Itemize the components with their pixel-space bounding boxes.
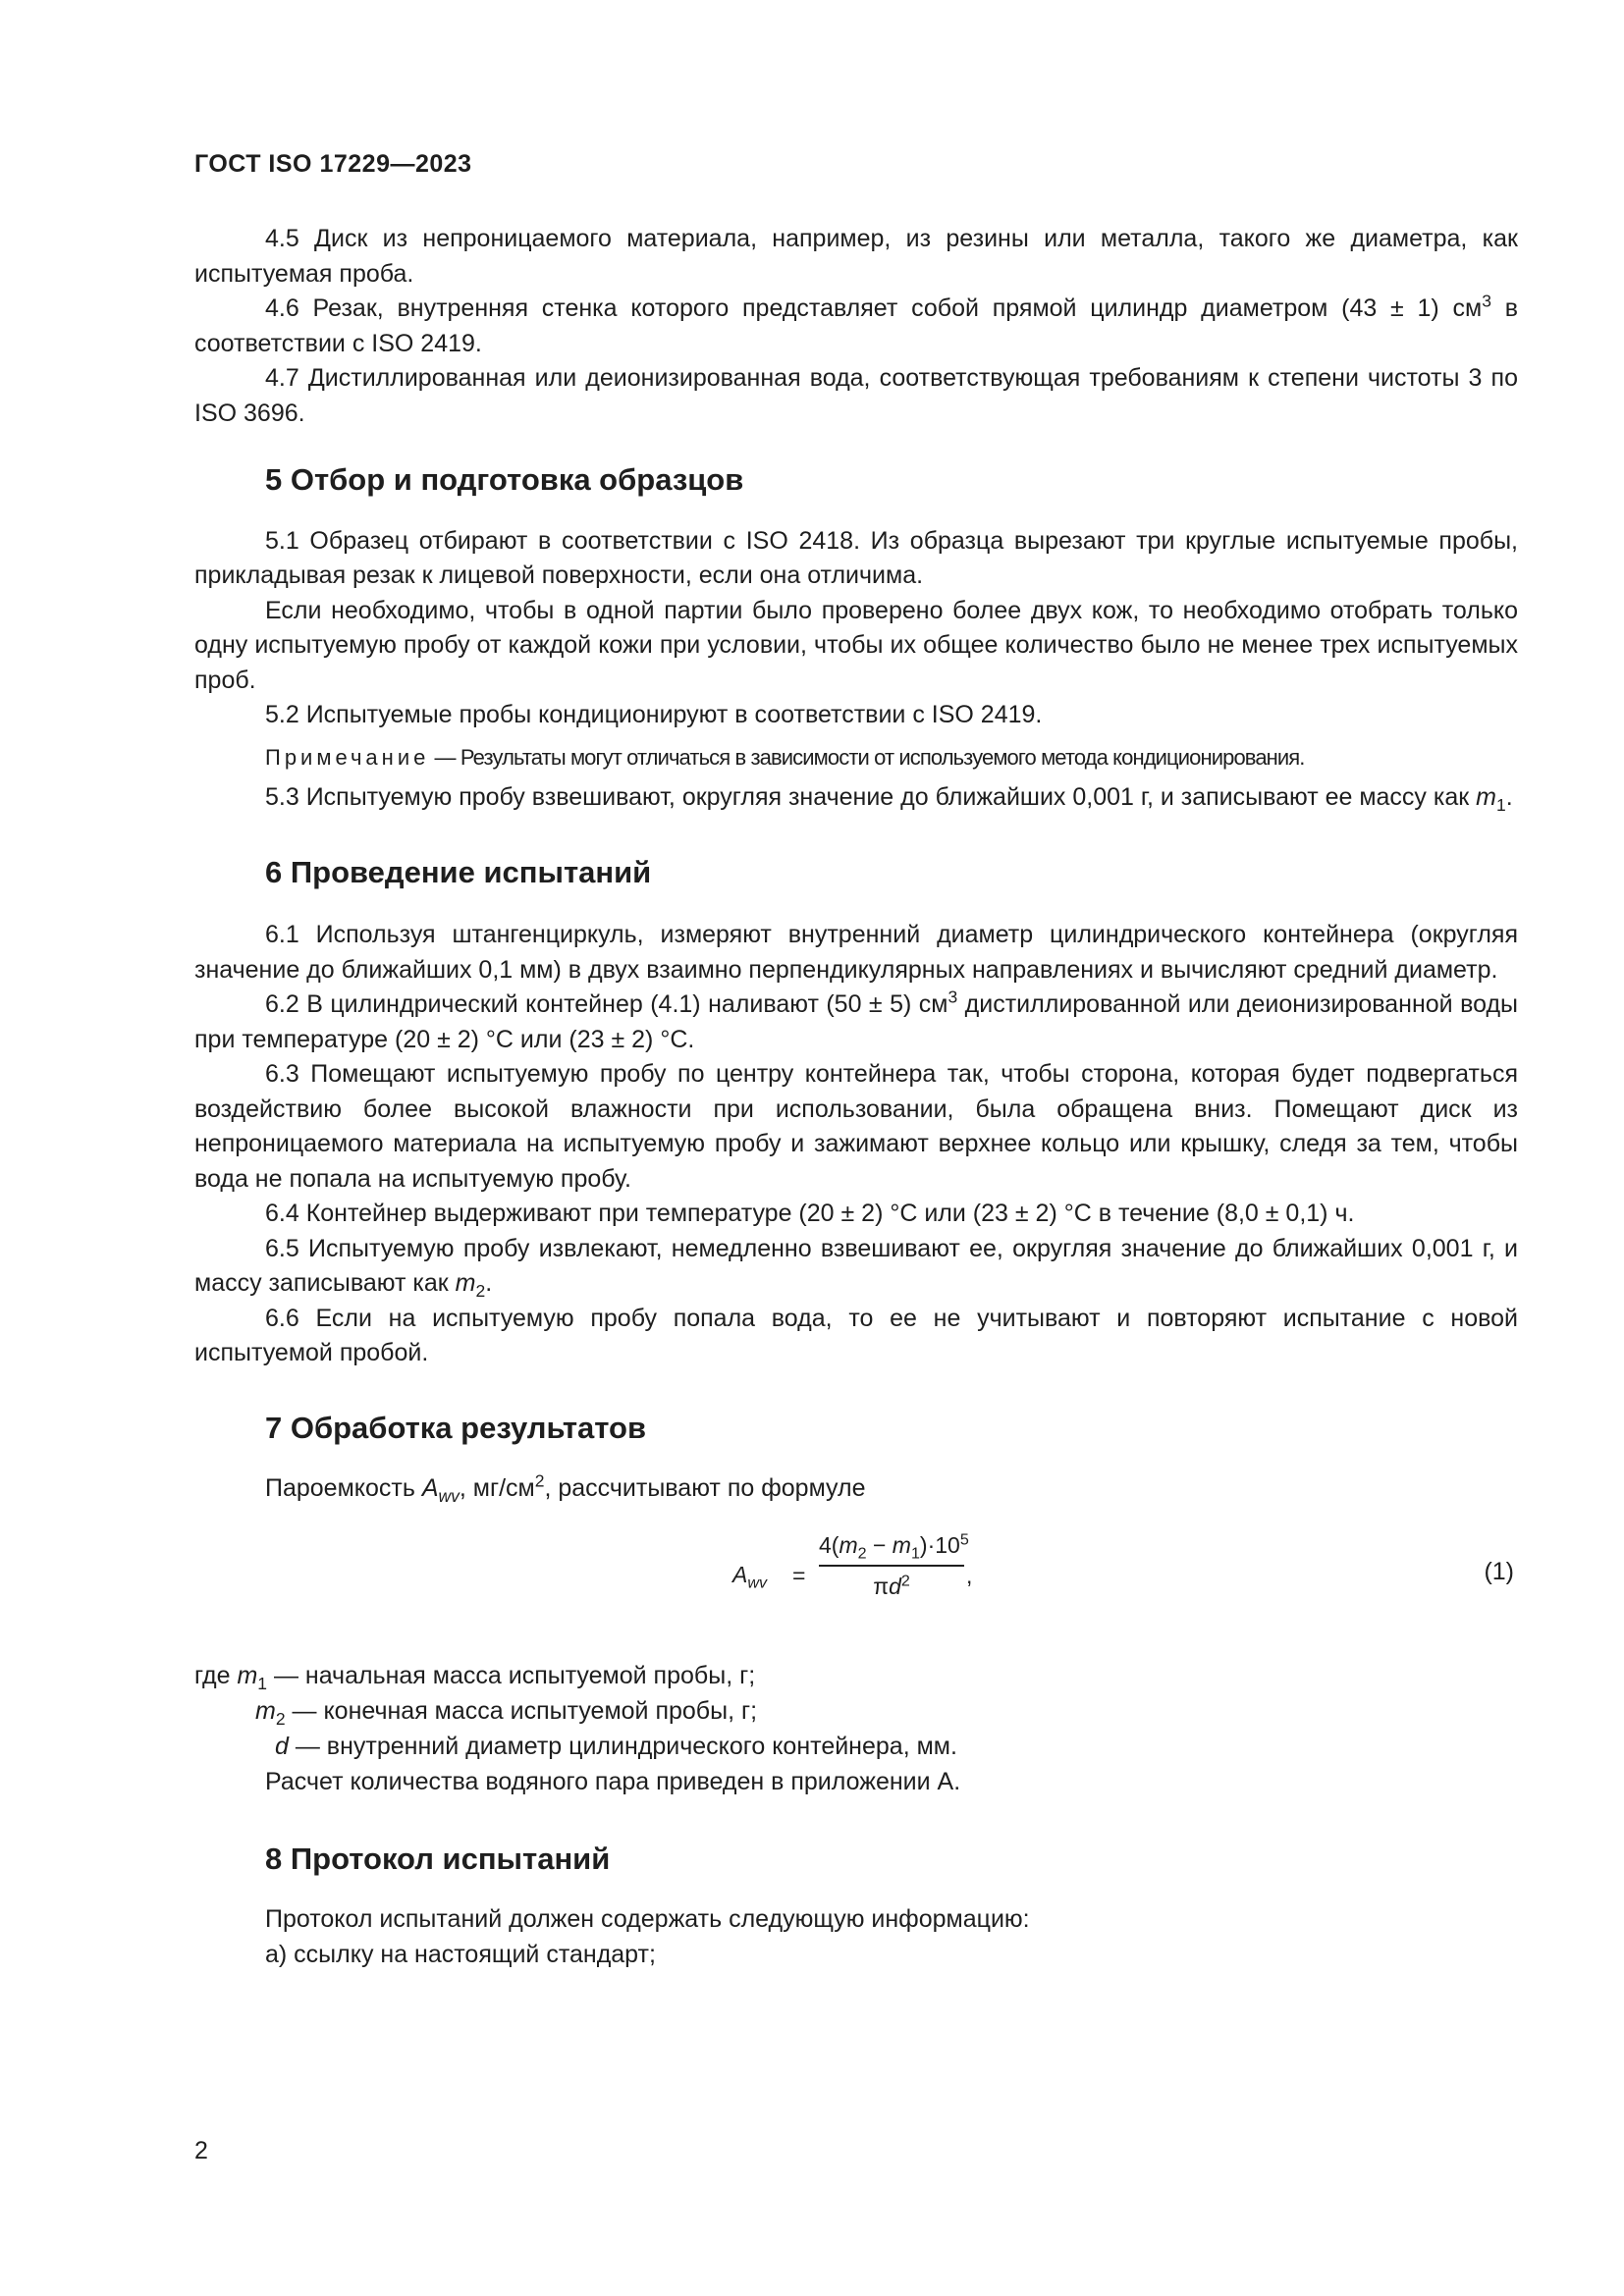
note <box>194 740 1518 775</box>
formula-fraction <box>819 1528 969 1605</box>
formula-intro: Пароемкость $A_{wv}$, $мг/см^2$, рассчитывают по формуле <box>265 1470 866 1506</box>
clause-4-7: 4.7 Дистиллированная или деионизированная вода, соответствующая требованиям к степени чистоты 3 по ISO 3696. <box>194 364 1518 427</box>
formula-lhs: $A_{wv}$ <box>732 1561 768 1592</box>
definition-m2: $m_2$ — конечная масса испытуемой пробы, г; <box>255 1696 758 1729</box>
appendix-reference: Расчет количества водяного пара приведен в приложении А. <box>265 1767 961 1795</box>
clause-6-4: 6.4 Контейнер выдерживают при температуре (20 ± 2) °С или (23 ± 2) °С в течение (8,0 ± 0,1) ч. <box>265 1200 1355 1227</box>
formula-equals: = <box>792 1562 806 1588</box>
note-label: Примечание <box>265 744 430 770</box>
clause-5-3: 5.3 Испытуемую пробу взвешивают, округляя значение до ближайших 0,001 г, и записывают ее массу как $m_1$. <box>265 783 1513 815</box>
variable-definitions <box>194 1658 1518 1799</box>
note-text: — Результаты могут отличаться в зависимости от используемого метода кондиционирования. <box>429 744 1305 770</box>
document-header: ГОСТ ISO 17229—2023 <box>194 150 472 178</box>
section-5-heading: 5 Отбор и подготовка образцов <box>265 462 744 497</box>
definition-m1: где $m_1$ — начальная масса испытуемой пробы, г; <box>194 1661 756 1693</box>
clause-6-2: 6.2 В цилиндрический контейнер (4.1) наливают (50 ± 5) $см^3$ дистиллированной или деионизированной воды при температуре (20 ± 2) °С или (23 ± 2) °С. <box>194 987 1519 1053</box>
fraction-bar <box>819 1565 964 1567</box>
clause-6-6: 6.6 Если на испытуемую пробу попала вода, то ее не учитывают и повторяют испытание с новой испытуемой пробой. <box>194 1304 1518 1366</box>
section-7-heading: 7 Обработка результатов <box>265 1410 647 1445</box>
formula-1 <box>194 1528 1518 1634</box>
formula-number: (1) <box>1484 1557 1514 1585</box>
formula-denominator: $\pi d^2$ <box>873 1571 910 1599</box>
clause-6-3: 6.3 Помещают испытуемую пробу по центру контейнера так, чтобы сторона, которая будет подвергаться воздействию более высокой влажности при использовании, была обращена вниз. Помещают диск из непроницаемого материала на испытуемую пробу и зажимают верхнее кольцо или крышку, следя за тем, чтобы вода не попала на испытуемую пробу. <box>194 1060 1518 1193</box>
report-intro: Протокол испытаний должен содержать следующую информацию: <box>265 1905 1030 1933</box>
page-number: 2 <box>194 2137 208 2164</box>
clause-4-5: 4.5 Диск из непроницаемого материала, например, из резины или металла, такого же диаметра, как испытуемая проба. <box>194 225 1518 288</box>
clause-6-5: 6.5 Испытуемую пробу извлекают, немедленно взвешивают ее, округляя значение до ближайших 0,001 г, и массу записывают как $m_2$. <box>194 1234 1518 1301</box>
clause-4-6: 4.6 Резак, внутренняя стенка которого представляет собой прямой цилиндр диаметром (43 ± 1) $см^3$ в соответствии с ISO 2419. <box>194 291 1518 357</box>
document-body <box>194 222 1518 1972</box>
definition-d: d — внутренний диаметр цилиндрического контейнера, мм. <box>275 1732 957 1760</box>
report-item-a: a) ссылку на настоящий стандарт; <box>265 1940 656 1968</box>
formula-numerator: $4(m_2 - m_1)\cdot 10^5$ <box>819 1529 969 1563</box>
clause-5-2: 5.2 Испытуемые пробы кондиционируют в соответствии с ISO 2419. <box>265 701 1043 728</box>
clause-5-1: 5.1 Образец отбирают в соответствии с ISO 2418. Из образца вырезают три круглые испытуемые пробы, прикладывая резак к лицевой поверхности, если она отличима. <box>194 526 1518 589</box>
formula-comma: , <box>966 1562 973 1588</box>
clause-5-1-continued: Если необходимо, чтобы в одной партии было проверено более двух кож, то необходимо отобрать только одну испытуемую пробу от каждой кожи при условии, чтобы их общее количество было не менее трех испытуемых проб. <box>194 596 1518 694</box>
clause-6-1: 6.1 Используя штангенциркуль, измеряют внутренний диаметр цилиндрического контейнера (округляя значение до ближайших 0,1 мм) в двух взаимно перпендикулярных направлениях и вычисляют средний диаметр. <box>194 921 1518 984</box>
section-6-heading: 6 Проведение испытаний <box>265 854 652 889</box>
section-8-heading: 8 Протокол испытаний <box>265 1841 611 1876</box>
